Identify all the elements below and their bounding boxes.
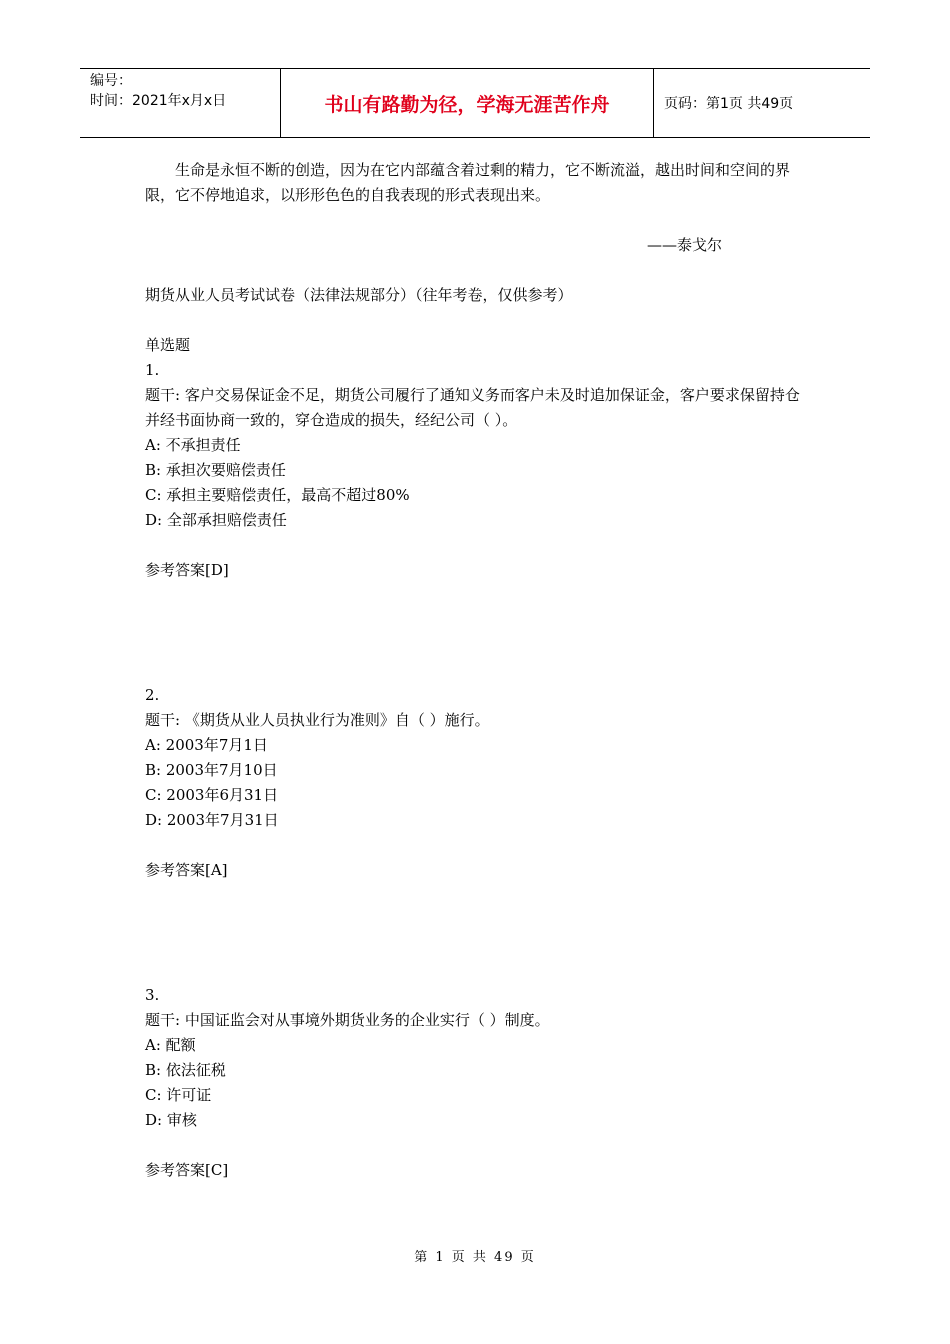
option-a: A: 配额 — [145, 1036, 196, 1054]
option-b: B: 依法征税 — [145, 1061, 226, 1079]
option-b: B: 2003年7月10日 — [145, 761, 278, 779]
document-number-label: 编号： — [90, 73, 132, 89]
question-number: 1. — [145, 361, 160, 379]
option-c: C: 2003年6月31日 — [145, 786, 279, 804]
option-d: D: 2003年7月31日 — [145, 811, 279, 829]
question-2 — [145, 683, 810, 883]
page-header — [80, 68, 870, 138]
question-3 — [145, 983, 810, 1183]
quote-author: ——泰戈尔 — [646, 236, 722, 254]
option-d: D: 全部承担赔偿责任 — [145, 511, 287, 529]
exam-title: 期货从业人员考试试卷（法律法规部分）（往年考卷，仅供参考） — [145, 286, 573, 304]
section-title: 单选题 — [145, 336, 191, 354]
page-footer: 第 1 页 共 49 页 — [414, 1250, 536, 1265]
option-c: C: 许可证 — [145, 1086, 212, 1104]
option-d: D: 审核 — [145, 1111, 197, 1129]
answer: 参考答案[D] — [145, 561, 229, 579]
question-1 — [145, 358, 810, 583]
question-stem: 题干: 中国证监会对从事境外期货业务的企业实行（ ）制度。 — [145, 1011, 550, 1029]
answer: 参考答案[A] — [145, 861, 228, 879]
option-a: A: 不承担责任 — [145, 436, 241, 454]
quote-text: 生命是永恒不断的创造，因为在它内部蕴含着过剩的精力，它不断流溢，越出时间和空间的界限，它不停地追求，以形形色色的自我表现的形式表现出来。 — [145, 161, 791, 204]
question-number: 2. — [145, 686, 160, 704]
option-b: B: 承担次要赔偿责任 — [145, 461, 286, 479]
header-page-info: 页码：第1页 共49页 — [664, 96, 794, 112]
option-a: A: 2003年7月1日 — [145, 736, 268, 754]
question-stem: 题干: 客户交易保证金不足，期货公司履行了通知义务而客户未及时追加保证金，客户要求保留持仓并经书面协商一致的，穿仓造成的损失，经纪公司（ ）。 — [145, 386, 800, 429]
header-meta — [80, 69, 281, 137]
question-stem: 题干: 《期货从业人员执业行为准则》自（ ）施行。 — [145, 711, 490, 729]
document-body — [145, 158, 810, 1183]
answer: 参考答案[C] — [145, 1161, 229, 1179]
document-time: 时间：2021年x月x日 — [90, 93, 227, 109]
header-motto: 书山有路勤为径，学海无涯苦作舟 — [281, 69, 654, 137]
option-c: C: 承担主要赔偿责任，最高不超过80% — [145, 486, 410, 504]
question-number: 3. — [145, 986, 160, 1004]
